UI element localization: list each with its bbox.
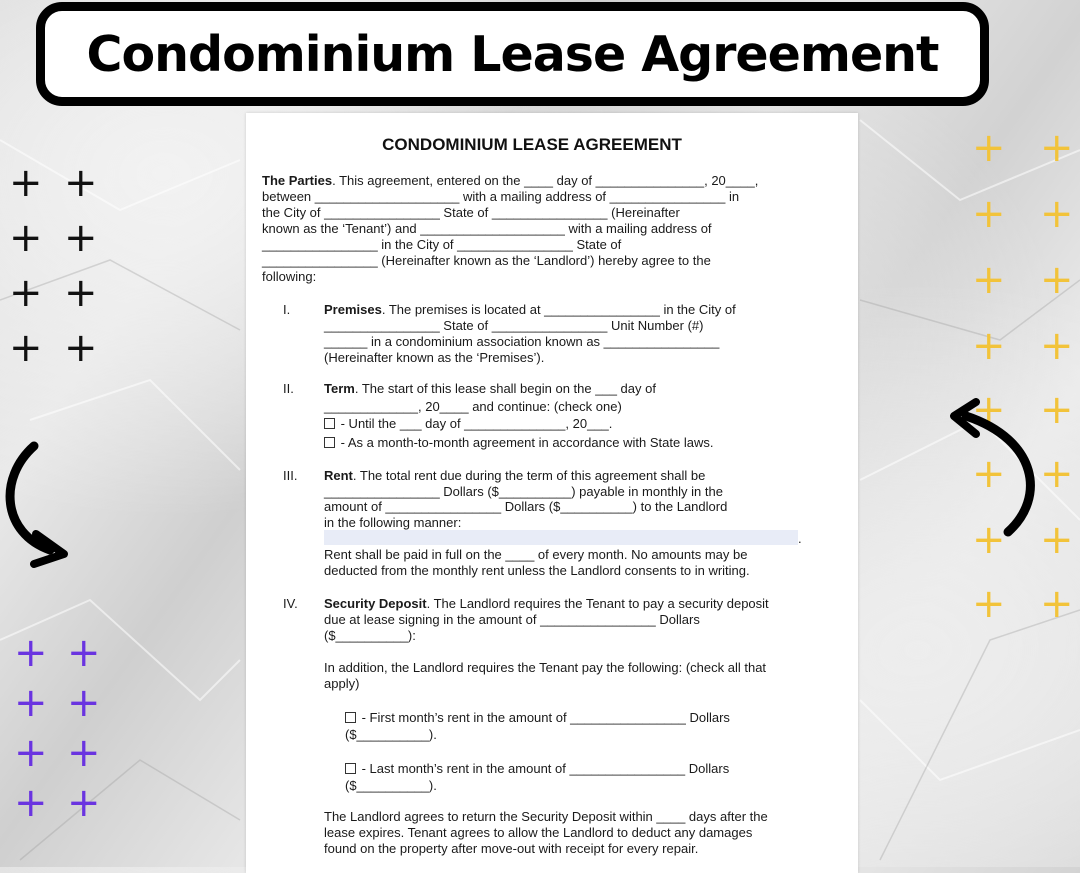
term-option-month-to-month[interactable]: - As a month-to-month agreement in accordance with State laws.: [324, 435, 713, 451]
plus-icon: +: [64, 325, 98, 371]
plus-icon: +: [67, 730, 101, 776]
parties-line: ________________ in the City of ________________ State of: [262, 237, 622, 252]
term-option-until[interactable]: - Until the ___ day of ______________, 20___.: [324, 416, 612, 432]
plus-icon: +: [14, 630, 48, 676]
plus-icon: +: [1040, 387, 1074, 433]
premises-line: Premises. The premises is located at ________________ in the City of: [324, 302, 736, 317]
plus-icon: +: [9, 215, 43, 261]
checkbox[interactable]: [345, 763, 356, 774]
parties-line: ________________ (Hereinafter known as the ‘Landlord’) hereby agree to the: [262, 253, 711, 268]
rent-line: deducted from the monthly rent unless the Landlord consents to in writing.: [324, 563, 750, 578]
document-title: CONDOMINIUM LEASE AGREEMENT: [382, 135, 682, 154]
plus-icon: +: [9, 325, 43, 371]
rent-heading: Rent: [324, 468, 353, 483]
plus-icon: +: [972, 387, 1006, 433]
rent-line: ________________ Dollars ($__________) payable in monthly in the: [324, 484, 723, 499]
deposit-line: The Landlord agrees to return the Security Deposit within ____ days after the: [324, 809, 768, 824]
premises-line: (Hereinafter known as the ‘Premises’).: [324, 350, 545, 365]
plus-icon: +: [67, 780, 101, 826]
rent-line: Rent shall be paid in full on the ____ of every month. No amounts may be: [324, 547, 748, 562]
curved-arrow-down-icon: [0, 438, 80, 568]
checkbox[interactable]: [345, 712, 356, 723]
plus-icon: +: [972, 323, 1006, 369]
deposit-line: apply): [324, 676, 360, 691]
deposit-line: ($__________).: [345, 727, 437, 742]
checkbox[interactable]: [324, 418, 335, 429]
term-line: _____________, 20____ and continue: (check one): [324, 399, 622, 414]
curved-arrow-up-icon: [946, 398, 1042, 538]
plus-icon: +: [14, 730, 48, 776]
plus-icon: +: [1040, 581, 1074, 627]
plus-icon: +: [1040, 451, 1074, 497]
plus-icon: +: [972, 191, 1006, 237]
rent-line: in the following manner:: [324, 515, 462, 530]
deposit-heading: Security Deposit: [324, 596, 427, 611]
parties-line: the City of ________________ State of ________________ (Hereinafter: [262, 205, 680, 220]
last-month-rent-option[interactable]: - Last month’s rent in the amount of ________________ Dollars: [345, 761, 729, 777]
rent-line: amount of ________________ Dollars ($__________) to the Landlord: [324, 499, 728, 514]
deposit-line: found on the property after move-out with receipt for every repair.: [324, 841, 699, 856]
plus-icon: +: [9, 160, 43, 206]
rent-line: Rent. The total rent due during the term of this agreement shall be: [324, 468, 706, 483]
premises-line: ________________ State of ________________ Unit Number (#): [324, 318, 704, 333]
parties-line: between ____________________ with a mailing address of ________________ in: [262, 189, 740, 204]
term-line: Term. The start of this lease shall begin on the ___ day of: [324, 381, 656, 396]
plus-icon: +: [1040, 323, 1074, 369]
first-month-rent-option[interactable]: - First month’s rent in the amount of ________________ Dollars: [345, 710, 730, 726]
plus-icon: +: [1040, 257, 1074, 303]
deposit-line: lease expires. Tenant agrees to allow the Landlord to deduct any damages: [324, 825, 753, 840]
section-numeral: III.: [283, 468, 298, 483]
plus-icon: +: [972, 517, 1006, 563]
section-numeral: II.: [283, 381, 294, 396]
plus-icon: +: [67, 630, 101, 676]
deposit-line: Security Deposit. The Landlord requires the Tenant to pay a security deposit: [324, 596, 769, 611]
plus-icon: +: [972, 125, 1006, 171]
plus-icon: +: [972, 451, 1006, 497]
banner-title: Condominium Lease Agreement: [86, 25, 939, 83]
plus-icon: +: [64, 160, 98, 206]
deposit-line: ($__________):: [324, 628, 416, 643]
parties-heading: The Parties: [262, 173, 333, 188]
plus-icon: +: [972, 257, 1006, 303]
title-banner: [36, 2, 989, 106]
plus-icon: +: [67, 680, 101, 726]
payment-manner-field[interactable]: [324, 530, 798, 545]
parties-line: The Parties. This agreement, entered on the ____ day of _______________, 20____,: [262, 173, 759, 188]
section-numeral: I.: [283, 302, 291, 317]
plus-icon: +: [64, 215, 98, 261]
parties-line: known as the ‘Tenant’) and ____________________ with a mailing address of: [262, 221, 712, 236]
checkbox[interactable]: [324, 437, 335, 448]
parties-line: following:: [262, 269, 317, 284]
plus-icon: +: [64, 270, 98, 316]
plus-icon: +: [14, 780, 48, 826]
deposit-line: In addition, the Landlord requires the Tenant pay the following: (check all that: [324, 660, 767, 675]
term-heading: Term: [324, 381, 355, 396]
plus-icon: +: [1040, 125, 1074, 171]
deposit-line: ($__________).: [345, 778, 437, 793]
deposit-line: due at lease signing in the amount of ________________ Dollars: [324, 612, 700, 627]
plus-icon: +: [1040, 517, 1074, 563]
section-numeral: IV.: [283, 596, 298, 611]
plus-icon: +: [1040, 191, 1074, 237]
plus-icon: +: [9, 270, 43, 316]
plus-icon: +: [972, 581, 1006, 627]
premises-heading: Premises: [324, 302, 382, 317]
plus-icon: +: [14, 680, 48, 726]
rent-line: .: [798, 531, 802, 546]
premises-line: ______ in a condominium association known as ________________: [324, 334, 720, 349]
